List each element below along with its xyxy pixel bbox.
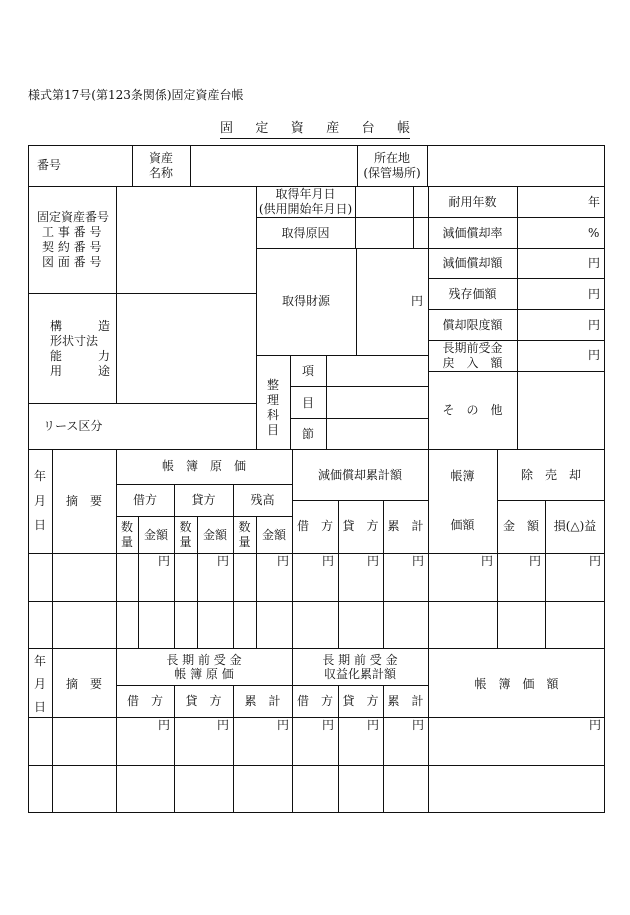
label-nen-2: 年 <box>33 469 46 483</box>
unit-yen-b-5: 円 <box>366 718 379 732</box>
unit-yen-b-4: 円 <box>321 718 334 732</box>
label-kouzou-1: 構 造 <box>50 319 111 333</box>
label-lease: リース区分 <box>43 419 103 433</box>
label-chobo-genka: 帳 簿 原 価 <box>161 459 246 473</box>
unit-yen-b-2: 円 <box>216 718 229 732</box>
label-kouzou-2: 形状寸法 <box>50 334 99 348</box>
label-kingaku-3: 金額 <box>261 528 286 542</box>
label-choki-genka-1: 長 期 前 受 金 <box>166 653 242 667</box>
label-tsuki-3: 月 <box>33 677 46 691</box>
label-taiyo-nensu: 耐用年数 <box>448 195 497 209</box>
label-ids-3: 契 約 番 号 <box>42 240 102 254</box>
label-zanzon: 残存価額 <box>448 287 497 301</box>
unit-yen-r1-1: 円 <box>157 554 170 568</box>
label-chobo-kagaku-2: 価額 <box>450 518 475 532</box>
label-hi-2: 日 <box>33 518 46 532</box>
form-title: 固 定 資 産 台 帳 <box>220 121 410 139</box>
label-shisan-2: 名称 <box>148 166 173 180</box>
label-kou: 項 <box>302 364 315 378</box>
label-ids-1: 固定資産番号 <box>37 210 110 224</box>
label-suryo-3a: 数 <box>238 520 251 534</box>
unit-percent: % <box>588 226 600 240</box>
label-tsuki-2: 月 <box>33 494 46 508</box>
unit-yen-b-1: 円 <box>157 718 170 732</box>
label-genka-ruikei: 減価償却累計額 <box>317 468 402 482</box>
label-suryo-3b: 量 <box>238 535 251 549</box>
unit-yen-b-3: 円 <box>276 718 289 732</box>
label-ruikei-3b: 累 計 <box>387 694 424 708</box>
label-chobo-kagaku-1: 帳簿 <box>450 469 475 483</box>
label-setsu: 節 <box>302 427 315 441</box>
unit-yen-r1-6: 円 <box>411 554 424 568</box>
form-caption: 様式第17号(第123条関係)固定資産台帳 <box>28 88 244 102</box>
label-shutoku-date-1: 取得年月日 <box>275 187 336 201</box>
unit-yen-zaigen: 円 <box>411 294 424 308</box>
unit-yen-gendo: 円 <box>588 318 601 332</box>
label-choki-shueki-2: 収益化累計額 <box>323 667 396 681</box>
unit-yen-r1-8: 円 <box>528 554 541 568</box>
label-chobo-kagaku-3: 帳 簿 価 額 <box>474 677 559 691</box>
label-sonota: そ の 他 <box>442 403 503 417</box>
label-karikata: 借方 <box>132 493 157 507</box>
label-kashikata: 貸方 <box>191 493 216 507</box>
label-suryo-2a: 数 <box>179 520 192 534</box>
label-kashi-2: 貸 方 <box>342 519 379 533</box>
unit-yen-b-6: 円 <box>411 718 424 732</box>
unit-yen-r1-9: 円 <box>588 554 601 568</box>
label-nen-3: 年 <box>33 654 46 668</box>
label-bangou: 番号 <box>37 158 62 172</box>
label-ruikei-2: 累 計 <box>387 519 424 533</box>
label-moku: 目 <box>302 396 315 410</box>
label-shutoku-genin: 取得原因 <box>281 226 330 240</box>
unit-yen-r1-4: 円 <box>321 554 334 568</box>
label-tekiyo-3: 摘 要 <box>65 677 102 691</box>
label-kari-3b: 借 方 <box>296 694 333 708</box>
label-suryo-2b: 量 <box>179 535 192 549</box>
label-choki-shueki-1: 長 期 前 受 金 <box>322 653 398 667</box>
label-kashi-3a: 貸 方 <box>185 694 222 708</box>
label-shozaichi-1: 所在地 <box>373 151 410 165</box>
label-genka-gaku: 減価償却額 <box>442 256 503 270</box>
label-suryo-1b: 量 <box>120 535 133 549</box>
label-kingaku-1: 金額 <box>143 528 168 542</box>
label-hi-3: 日 <box>33 700 46 714</box>
label-kingaku-2: 金額 <box>202 528 227 542</box>
unit-yen-b-7: 円 <box>588 718 601 732</box>
label-ids-4: 図 面 番 号 <box>42 255 102 269</box>
unit-yen-r1-2: 円 <box>216 554 229 568</box>
label-kouzou-4: 用 途 <box>50 364 111 378</box>
label-choki-genka-2: 帳 簿 原 価 <box>174 667 234 681</box>
unit-yen-choki: 円 <box>588 348 601 362</box>
label-shisan-1: 資産 <box>148 151 173 165</box>
unit-yen-zanzon: 円 <box>588 287 601 301</box>
unit-nen: 年 <box>588 195 601 209</box>
label-genka-rate: 減価償却率 <box>442 226 503 240</box>
label-choki-1: 長期前受金 <box>442 341 503 355</box>
label-kari-2: 借 方 <box>296 519 333 533</box>
unit-yen-genka: 円 <box>588 256 601 270</box>
unit-yen-r1-5: 円 <box>366 554 379 568</box>
label-kashi-3b: 貸 方 <box>342 694 379 708</box>
label-suryo-1a: 数 <box>120 520 133 534</box>
label-gendo: 償却限度額 <box>442 318 503 332</box>
label-ruikei-3a: 累 計 <box>244 694 281 708</box>
label-kingaku-jokyaku: 金 額 <box>502 519 539 533</box>
label-ids-2: 工 事 番 号 <box>42 225 102 239</box>
unit-yen-r1-7: 円 <box>480 554 493 568</box>
label-zandaka: 残高 <box>250 493 275 507</box>
label-shutoku-date-2: (供用開始年月日) <box>258 202 353 216</box>
label-shozaichi-2: (保管場所) <box>363 166 421 180</box>
label-choki-2: 戻 入 額 <box>442 356 503 370</box>
unit-yen-r1-3: 円 <box>276 554 289 568</box>
label-seiri-kamoku: 整理科目 <box>267 378 280 437</box>
label-shutoku-zaigen: 取得財源 <box>281 294 330 308</box>
label-tekiyo-2: 摘 要 <box>65 494 102 508</box>
label-soneki: 損(△)益 <box>553 519 597 533</box>
label-jokyaku: 除 売 却 <box>520 468 581 482</box>
label-kari-3a: 借 方 <box>126 694 163 708</box>
label-kouzou-3: 能 力 <box>50 349 111 363</box>
